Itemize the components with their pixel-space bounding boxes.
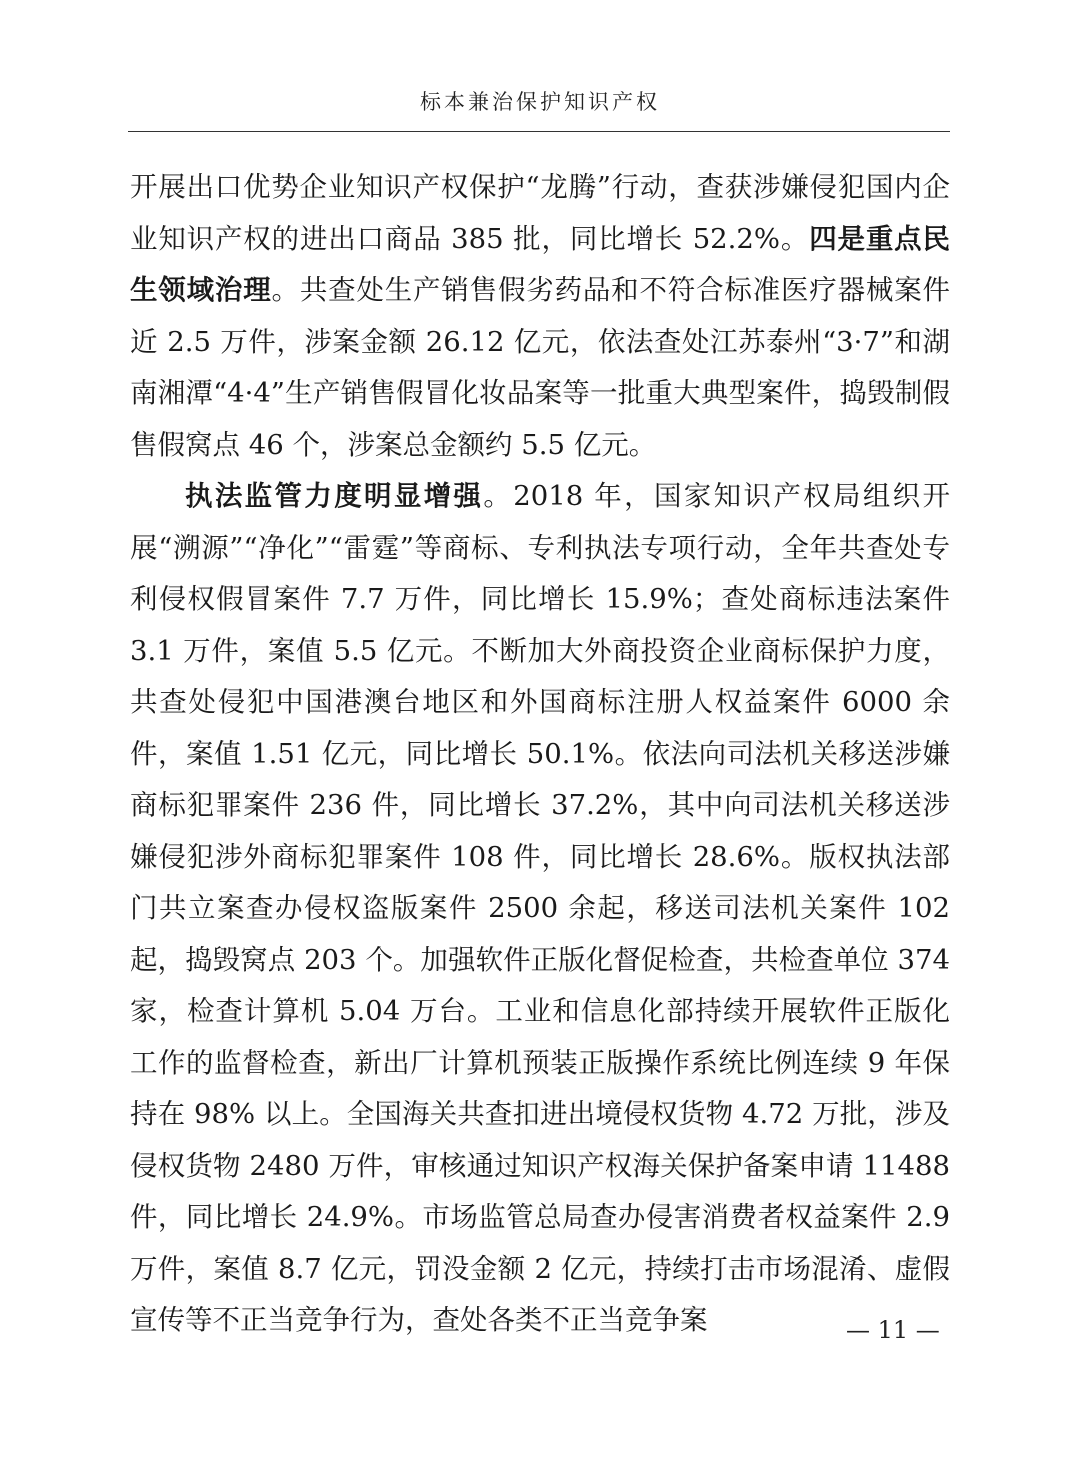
- header-divider: [128, 131, 950, 132]
- document-body: [130, 162, 950, 1347]
- paragraph-continued: [130, 162, 950, 471]
- page-number: — 11 —: [846, 1316, 940, 1344]
- paragraph-enforcement: [130, 471, 950, 1347]
- bold-heading-lead: 执法监管力度明显增强: [185, 480, 484, 512]
- bold-heading-inline: 四是重点民生领域治理: [130, 222, 950, 306]
- paragraph-text-tail: 。共查处生产销售假劣药品和不符合标准医疗器械案件近 2.5 万件，涉案金额 26.12 亿元，依法查处江苏泰州“3·7”和湖南湘潭“4·4”生产销售假冒化妆品案等一批重大典型案件，捣毁制假售假窝点 46 个，涉案总金额约 5.5 亿元。: [130, 274, 951, 461]
- paragraph-text: 。2018 年，国家知识产权局组织开展“溯源”“净化”“雷霆”等商标、专利执法专项行动，全年共查处专利侵权假冒案件 7.7 万件，同比增长 15.9%；查处商标违法案件 3.1 万件，案值 5.5 亿元。不断加大外商投资企业商标保护力度，共查处侵犯中国港澳台地区和外国商标注册人权益案件 6000 余件，案值 1.51 亿元，同比增长 50.1%。依法向司法机关移送涉嫌商标犯罪案件 236 件，同比增长 37.2%，其中向司法机关移送涉嫌侵犯涉外商标犯罪案件 108 件，同比增长 28.6%。版权执法部门共立案查办侵权盗版案件 2500 余起，移送司法机关案件 102 起，捣毁窝点 203 个。加强软件正版化督促检查，共检查单位 374 家，检查计算机 5.04 万台。工业和信息化部持续开展软件正版化工作的监督检查，新出厂计算机预装正版操作系统比例连续 9 年保持在 98% 以上。全国海关共查扣进出境侵权货物 4.72 万批，涉及侵权货物 2480 万件，审核通过知识产权海关保护备案申请 11488 件，同比增长 24.9%。市场监管总局查办侵害消费者权益案件 2.9 万件，案值 8.7 亿元，罚没金额 2 亿元，持续打击市场混淆、虚假宣传等不正当竞争行为，查处各类不正当竞争案: [130, 480, 951, 1336]
- running-header-title: 标本兼治保护知识产权: [420, 90, 660, 114]
- paragraph-text: 开展出口优势企业知识产权保护“龙腾”行动，查获涉嫌侵犯国内企业知识产权的进出口商品 385 批，同比增长 52.2%。: [130, 171, 950, 255]
